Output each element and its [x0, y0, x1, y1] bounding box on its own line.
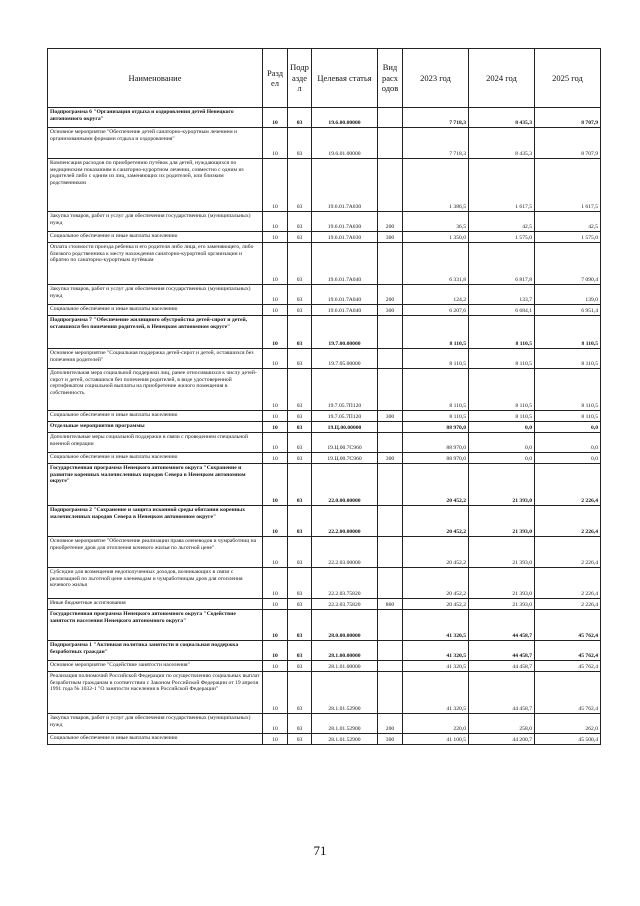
row-value-2024: 1 617,5 [469, 159, 535, 212]
row-value-2025: 8 707,9 [535, 108, 601, 128]
table-row [48, 568, 601, 599]
row-razdel: 10 [263, 537, 288, 568]
row-vid [378, 537, 403, 568]
table-row [48, 641, 601, 661]
row-vid [378, 672, 403, 714]
row-value-2023: 88 970,0 [403, 433, 469, 453]
row-razdel: 10 [263, 506, 288, 537]
row-value-2025: 2 226,4 [535, 506, 601, 537]
row-name: Социальное обеспечение и иные выплаты населению [48, 305, 263, 316]
row-podrazdel: 03 [288, 108, 312, 128]
row-name: Закупка товаров, работ и услуг для обеспечения государственных (муниципальных) нужд [48, 212, 263, 232]
table-row [48, 734, 601, 745]
header-podrazdel: Подр азде л [288, 49, 312, 108]
row-value-2023: 88 970,0 [403, 453, 469, 464]
row-value-2023: 6 331,8 [403, 243, 469, 285]
row-article: 28.1.01.52900 [312, 672, 378, 714]
row-article: 19.7.00.00000 [312, 316, 378, 349]
row-value-2024: 8 110,5 [469, 316, 535, 349]
row-article: 22.2.03.75820 [312, 568, 378, 599]
row-value-2025: 139,0 [535, 285, 601, 305]
row-podrazdel: 03 [288, 159, 312, 212]
row-value-2023: 124,2 [403, 285, 469, 305]
row-value-2025: 45 500,4 [535, 734, 601, 745]
row-podrazdel: 03 [288, 464, 312, 506]
row-vid: 200 [378, 285, 403, 305]
header-2023: 2023 год [403, 49, 469, 108]
row-value-2024: 21 393,0 [469, 506, 535, 537]
row-vid: 800 [378, 599, 403, 610]
row-value-2025: 1 575,0 [535, 232, 601, 243]
row-razdel: 10 [263, 464, 288, 506]
row-value-2025: 0,0 [535, 433, 601, 453]
row-podrazdel: 03 [288, 610, 312, 641]
row-value-2025: 262,0 [535, 714, 601, 734]
table-row [48, 108, 601, 128]
row-value-2023: 8 110,5 [403, 349, 469, 369]
row-podrazdel: 03 [288, 734, 312, 745]
row-value-2025: 8 110,5 [535, 316, 601, 349]
row-vid [378, 349, 403, 369]
row-name: Дополнительные меры социальной поддержки в связи с проведением специальной военной операции [48, 433, 263, 453]
table-row [48, 537, 601, 568]
table-row [48, 661, 601, 672]
budget-table [47, 48, 601, 745]
table-row [48, 422, 601, 433]
row-value-2024: 21 393,0 [469, 568, 535, 599]
row-article: 22.0.00.00000 [312, 464, 378, 506]
row-article: 19.6.01.7А030 [312, 159, 378, 212]
table-row [48, 433, 601, 453]
row-value-2024: 44 458,7 [469, 661, 535, 672]
row-article: 28.1.00.00000 [312, 641, 378, 661]
row-razdel: 10 [263, 661, 288, 672]
row-vid [378, 610, 403, 641]
row-value-2023: 20 452,2 [403, 599, 469, 610]
row-value-2025: 8 110,5 [535, 349, 601, 369]
row-vid [378, 128, 403, 159]
row-value-2024: 133,7 [469, 285, 535, 305]
table-row [48, 506, 601, 537]
header-vid: Вид расх одов [378, 49, 403, 108]
row-vid: 200 [378, 212, 403, 232]
row-vid [378, 661, 403, 672]
row-article: 28.0.00.00000 [312, 610, 378, 641]
row-podrazdel: 03 [288, 714, 312, 734]
row-podrazdel: 03 [288, 349, 312, 369]
row-value-2024: 8 110,5 [469, 369, 535, 411]
row-value-2024: 6 817,8 [469, 243, 535, 285]
header-2024: 2024 год [469, 49, 535, 108]
row-article: 19.Ц.00.7С960 [312, 453, 378, 464]
row-vid [378, 422, 403, 433]
row-vid: 300 [378, 305, 403, 316]
row-value-2025: 45 762,4 [535, 661, 601, 672]
row-vid: 300 [378, 411, 403, 422]
row-article: 19.Ц.00.7С960 [312, 433, 378, 453]
row-name: Основное мероприятие "Обеспечение реализации права оленеводов и чумработниц на приобретение дров для отопления кочевого жилья по льготной цене" [48, 537, 263, 568]
row-podrazdel: 03 [288, 433, 312, 453]
row-name: Дополнительная мера социальной поддержки лиц, ранее относившихся к числу детей-сирот и детей, оставшихся без попечения родителей, в виде удостоверенной сертификатом социальной выплаты на приобретение жилого помещения в собственность [48, 369, 263, 411]
row-razdel: 10 [263, 734, 288, 745]
row-name: Иные бюджетные ассигнования [48, 599, 263, 610]
row-razdel: 10 [263, 285, 288, 305]
row-name: Основное мероприятие "Социальная поддержка детей-сирот и детей, оставшихся без попечения родителей" [48, 349, 263, 369]
table-row [48, 305, 601, 316]
row-vid [378, 464, 403, 506]
row-value-2023: 20 452,2 [403, 537, 469, 568]
row-value-2023: 41 320,5 [403, 661, 469, 672]
table-row [48, 610, 601, 641]
row-name: Государственная программа Ненецкого автономного округа "Содействие занятости населения Ненецкого автономного округа" [48, 610, 263, 641]
row-podrazdel: 03 [288, 661, 312, 672]
row-podrazdel: 03 [288, 672, 312, 714]
row-razdel: 10 [263, 433, 288, 453]
row-value-2025: 1 617,5 [535, 159, 601, 212]
row-razdel: 10 [263, 641, 288, 661]
row-razdel: 10 [263, 349, 288, 369]
row-value-2024: 0,0 [469, 433, 535, 453]
row-name: Закупка товаров, работ и услуг для обеспечения государственных (муниципальных) нужд [48, 714, 263, 734]
row-article: 19.6.00.00000 [312, 108, 378, 128]
row-razdel: 10 [263, 159, 288, 212]
row-podrazdel: 03 [288, 305, 312, 316]
row-razdel: 10 [263, 369, 288, 411]
table-row [48, 128, 601, 159]
row-article: 19.6.01.7А040 [312, 285, 378, 305]
table-row [48, 232, 601, 243]
row-value-2024: 8 435,3 [469, 128, 535, 159]
row-value-2025: 2 226,4 [535, 568, 601, 599]
header-2025: 2025 год [535, 49, 601, 108]
header-razdel: Разд ел [263, 49, 288, 108]
row-value-2023: 41 320,5 [403, 641, 469, 661]
row-razdel: 10 [263, 305, 288, 316]
row-article: 19.7.05.7П120 [312, 369, 378, 411]
row-article: 19.6.01.00000 [312, 128, 378, 159]
row-article: 28.1.01.52900 [312, 734, 378, 745]
table-row [48, 316, 601, 349]
row-name: Субсидии для возмещения недополученных доходов, возникающих в связи с реализацией по льготной цене оленеводам и чумработницам дров для отопления кочевого жилья [48, 568, 263, 599]
row-name: Закупка товаров, работ и услуг для обеспечения государственных (муниципальных) нужд [48, 285, 263, 305]
row-value-2024: 1 575,0 [469, 232, 535, 243]
row-vid [378, 433, 403, 453]
row-value-2024: 44 458,7 [469, 672, 535, 714]
row-value-2023: 88 970,0 [403, 422, 469, 433]
row-vid [378, 568, 403, 599]
row-vid: 300 [378, 453, 403, 464]
row-vid: 200 [378, 714, 403, 734]
row-value-2024: 42,5 [469, 212, 535, 232]
row-value-2023: 220,0 [403, 714, 469, 734]
row-name: Социальное обеспечение и иные выплаты населению [48, 453, 263, 464]
row-razdel: 10 [263, 599, 288, 610]
row-value-2025: 42,5 [535, 212, 601, 232]
row-vid [378, 316, 403, 349]
row-value-2023: 8 110,5 [403, 369, 469, 411]
row-value-2025: 0,0 [535, 422, 601, 433]
row-value-2023: 1 386,5 [403, 159, 469, 212]
row-podrazdel: 03 [288, 568, 312, 599]
row-value-2024: 258,0 [469, 714, 535, 734]
row-podrazdel: 03 [288, 212, 312, 232]
row-article: 28.1.01.00000 [312, 661, 378, 672]
row-value-2023: 1 350,0 [403, 232, 469, 243]
row-name: Основное мероприятие "Содействие занятости населения" [48, 661, 263, 672]
row-name: Подпрограмма 1 "Активная политика занятости и социальная поддержка безработных граждан" [48, 641, 263, 661]
row-article: 19.7.05.7П120 [312, 411, 378, 422]
row-name: Оплата стоимости проезда ребенка и его родителя либо лица, его заменяющего, либо близкого родственника к месту нахождения санаторно-курортной организации и обратно по санаторно-курортным путёвкам [48, 243, 263, 285]
row-value-2024: 44 458,7 [469, 610, 535, 641]
row-value-2024: 8 110,5 [469, 411, 535, 422]
row-name: Социальное обеспечение и иные выплаты населению [48, 734, 263, 745]
row-podrazdel: 03 [288, 453, 312, 464]
row-value-2024: 21 393,0 [469, 599, 535, 610]
row-value-2023: 20 452,2 [403, 568, 469, 599]
row-value-2023: 7 718,3 [403, 128, 469, 159]
table-row [48, 212, 601, 232]
row-podrazdel: 03 [288, 316, 312, 349]
row-vid [378, 369, 403, 411]
row-vid [378, 641, 403, 661]
row-name: Социальное обеспечение и иные выплаты населению [48, 232, 263, 243]
row-value-2025: 7 090,4 [535, 243, 601, 285]
row-razdel: 10 [263, 316, 288, 349]
table-row [48, 411, 601, 422]
row-name: Подпрограмма 7 "Обеспечение жилищного обустройства детей-сирот и детей, оставшихся без попечения родителей, в Ненецком автономном округе" [48, 316, 263, 349]
row-value-2024: 44 458,7 [469, 641, 535, 661]
row-value-2025: 2 226,4 [535, 464, 601, 506]
row-value-2025: 2 226,4 [535, 537, 601, 568]
table-row [48, 349, 601, 369]
row-article: 19.6.01.7А030 [312, 232, 378, 243]
row-name: Отдельные мероприятия программы [48, 422, 263, 433]
table-row [48, 369, 601, 411]
row-razdel: 10 [263, 714, 288, 734]
row-vid [378, 243, 403, 285]
row-razdel: 10 [263, 212, 288, 232]
row-value-2023: 20 452,2 [403, 506, 469, 537]
row-podrazdel: 03 [288, 506, 312, 537]
row-value-2024: 21 393,0 [469, 464, 535, 506]
row-value-2025: 0,0 [535, 453, 601, 464]
row-value-2024: 8 435,3 [469, 108, 535, 128]
row-article: 19.Ц.00.00000 [312, 422, 378, 433]
row-value-2024: 8 110,5 [469, 349, 535, 369]
table-row [48, 453, 601, 464]
row-razdel: 10 [263, 610, 288, 641]
row-value-2024: 6 684,1 [469, 305, 535, 316]
row-podrazdel: 03 [288, 599, 312, 610]
row-name: Реализация полномочий Российской Федерации по осуществлению социальных выплат безработным гражданам в соответствии с Законом Российской Федерации от 19 апреля 1991 года № 1032-1 "О занятости населения в Российской Федерации" [48, 672, 263, 714]
row-vid [378, 506, 403, 537]
row-article: 28.1.01.52900 [312, 714, 378, 734]
row-value-2023: 41 100,5 [403, 734, 469, 745]
row-article: 19.6.01.7А040 [312, 305, 378, 316]
row-name: Подпрограмма 6 "Организация отдыха и оздоровления детей Ненецкого автономного округа" [48, 108, 263, 128]
page-number: 71 [313, 843, 327, 858]
row-value-2023: 7 718,3 [403, 108, 469, 128]
row-podrazdel: 03 [288, 232, 312, 243]
row-value-2023: 41 320,5 [403, 672, 469, 714]
row-razdel: 10 [263, 411, 288, 422]
row-value-2025: 45 762,4 [535, 641, 601, 661]
row-razdel: 10 [263, 108, 288, 128]
table-header-row [48, 49, 601, 108]
row-vid [378, 108, 403, 128]
row-value-2025: 45 762,4 [535, 672, 601, 714]
row-podrazdel: 03 [288, 641, 312, 661]
row-value-2023: 41 320,5 [403, 610, 469, 641]
row-name: Государственная программа Ненецкого автономного округа "Сохранение и развитие коренных малочисленных народов Севера в Ненецком автономном округе" [48, 464, 263, 506]
row-vid [378, 159, 403, 212]
row-value-2025: 2 226,4 [535, 599, 601, 610]
row-vid: 300 [378, 232, 403, 243]
row-article: 19.6.01.7А040 [312, 243, 378, 285]
row-value-2024: 0,0 [469, 453, 535, 464]
row-podrazdel: 03 [288, 369, 312, 411]
table-row [48, 672, 601, 714]
row-name: Подпрограмма 2 "Сохранение и защита исконной среды обитания коренных малочисленных народов Севера в Ненецком автономном округе" [48, 506, 263, 537]
row-razdel: 10 [263, 568, 288, 599]
header-name: Наименование [48, 49, 263, 108]
table-row [48, 159, 601, 212]
row-value-2023: 20 452,2 [403, 464, 469, 506]
row-razdel: 10 [263, 422, 288, 433]
row-value-2025: 8 110,5 [535, 369, 601, 411]
row-podrazdel: 03 [288, 243, 312, 285]
row-value-2023: 6 207,6 [403, 305, 469, 316]
row-podrazdel: 03 [288, 285, 312, 305]
table-row [48, 714, 601, 734]
row-article: 22.2.03.75820 [312, 599, 378, 610]
table-row [48, 464, 601, 506]
row-razdel: 10 [263, 128, 288, 159]
row-article: 19.7.05.00000 [312, 349, 378, 369]
row-article: 19.6.01.7А030 [312, 212, 378, 232]
row-value-2024: 0,0 [469, 422, 535, 433]
row-value-2023: 8 110,5 [403, 411, 469, 422]
row-value-2025: 45 762,4 [535, 610, 601, 641]
row-razdel: 10 [263, 243, 288, 285]
row-value-2025: 6 951,4 [535, 305, 601, 316]
row-podrazdel: 03 [288, 422, 312, 433]
row-podrazdel: 03 [288, 537, 312, 568]
row-name: Компенсация расходов по приобретению путёвок для детей, нуждающихся по медицинским показаниям в санаторно-курортном лечении, совместно с одним из родителей либо с одним из лиц, заменяющих их родителей, или близким родственником [48, 159, 263, 212]
row-value-2024: 21 393,0 [469, 537, 535, 568]
row-article: 22.2.00.00000 [312, 506, 378, 537]
row-vid: 300 [378, 734, 403, 745]
row-razdel: 10 [263, 672, 288, 714]
row-name: Социальное обеспечение и иные выплаты населению [48, 411, 263, 422]
header-article: Целевая статья [312, 49, 378, 108]
table-row [48, 243, 601, 285]
row-article: 22.2.03.00000 [312, 537, 378, 568]
row-podrazdel: 03 [288, 128, 312, 159]
row-razdel: 10 [263, 232, 288, 243]
row-value-2023: 36,5 [403, 212, 469, 232]
row-podrazdel: 03 [288, 411, 312, 422]
row-value-2023: 8 110,5 [403, 316, 469, 349]
row-name: Основное мероприятие "Обеспечение детей санаторно-курортным лечением и организованными формами отдыха и оздоровления" [48, 128, 263, 159]
row-value-2025: 8 110,5 [535, 411, 601, 422]
table-row [48, 285, 601, 305]
row-value-2024: 44 200,7 [469, 734, 535, 745]
row-razdel: 10 [263, 453, 288, 464]
table-row [48, 599, 601, 610]
row-value-2025: 8 707,9 [535, 128, 601, 159]
